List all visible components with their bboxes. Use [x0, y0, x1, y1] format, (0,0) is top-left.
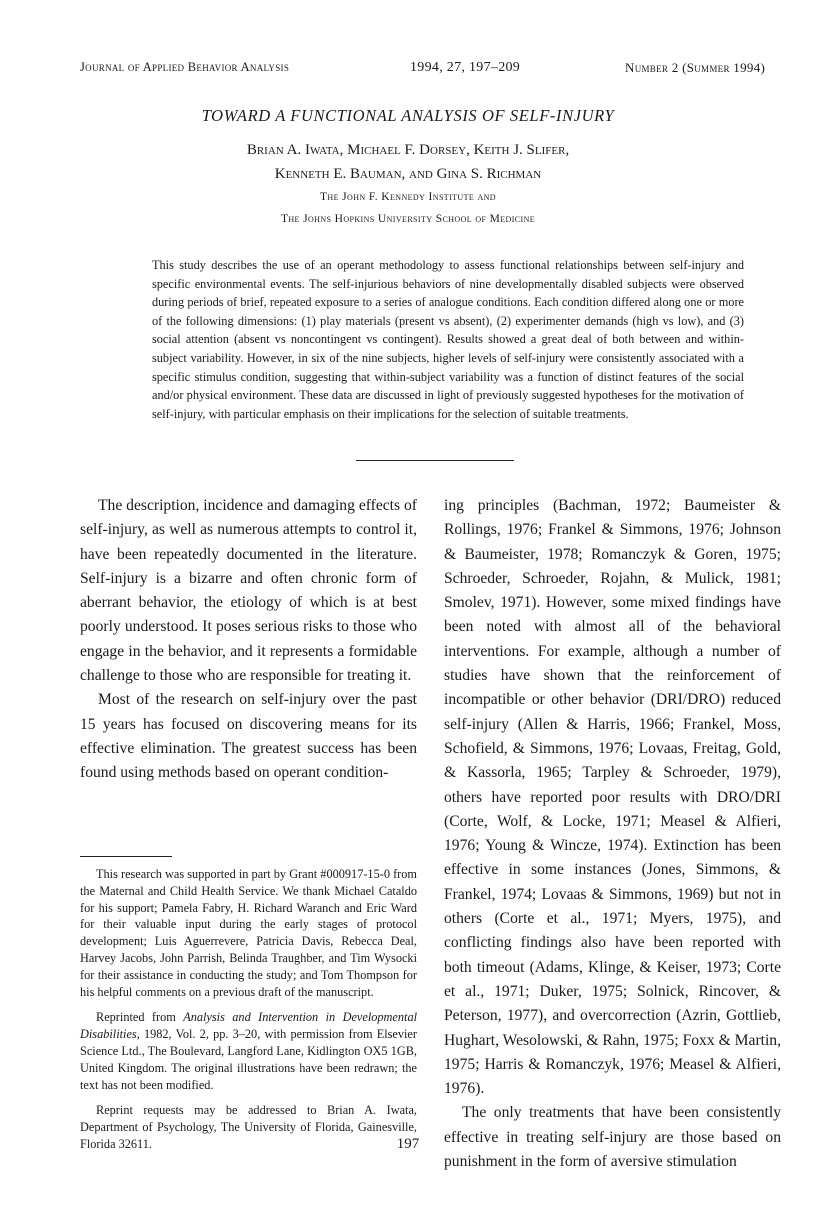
- body-paragraph: Most of the research on self-injury over the past 15 years has focused on discovering means for its effective elimination. The greatest success has been found using methods based on operant condition-: [80, 691, 417, 782]
- running-head-issue: Number 2 (Summer 1994): [625, 60, 766, 75]
- body-paragraph: ing principles (Bachman, 1972; Baumeister & Rollings, 1976; Frankel & Simmons, 1976; Johnson & Baumeister, 1978; Romanczyk & Goren, 1975; Schroeder, Schroeder, Rojahn, & Mulick, 1981; Smolev, 1971). However, some mixed findings have been noted with almost all of the behavioral interventions. For example, although a number of studies have shown that the reinforcement of incompatible or other behavior (DRI/DRO) reduced self-injury (Allen & Harris, 1966; Frankel, Moss, Schofield, & Simmons, 1976; Lovaas, Freitag, Gold, & Kassorla, 1965; Tarpley & Schroeder, 1979), others have reported poor results with DRO/DRI (Corte, Wolf, & Locke, 1971; Measel & Alfieri, 1976; Young & Wincze, 1974). Extinction has been effective in some instances (Jones, Simmons, & Frankel, 1974; Lovaas & Simmons, 1969) but not in others (Corte et al., 1971; Myers, 1975), and conflicting findings also have been reported with both timeout (Adams, Klinge, & Keiser, 1973; Corte et al., 1971; Duker, 1975; Solnick, Rincover, & Peterson, 1977), and overcorrection (Azrin, Gottlieb, Hughart, Wesolowski, & Rahn, 1975; Foxx & Martin, 1975; Harris & Romanczyk, 1976; Measel & Alfieri, 1976).: [444, 497, 781, 1098]
- affiliation-line-1: The John F. Kennedy Institute and: [320, 191, 496, 203]
- body-column-right: [444, 494, 781, 1174]
- abstract: This study describes the use of an operant methodology to assess functional relationships between self-injury and specific environmental events. The self-injurious behaviors of nine developmentally disabled subjects were observed during periods of brief, repeated exposure to a series of analogue conditions. Each condition differed along one or more of the following dimensions: (1) play materials (present vs absent), (2) experimenter demands (high vs low), and (3) social attention (absent vs noncontingent vs contingent). Results showed a great deal of both between and within-subject variability. However, in six of the nine subjects, higher levels of self-injury were consistently associated with a specific stimulus condition, suggesting that within-subject variability was a function of distinct features of the social and/or physical environment. These data are discussed in light of previously suggested hypotheses for the motivation of self-injury, with particular emphasis on their implications for the selection of suitable treatments.: [152, 258, 744, 421]
- footnote-rule: [80, 856, 172, 857]
- footnote-reprint-requests: Reprint requests may be addressed to Brian A. Iwata, Department of Psychology, The University of Florida, Gainesville, Florida 32611.: [80, 1103, 417, 1151]
- footnote-reprint-source: [80, 1009, 417, 1093]
- footnote-funding: This research was supported in part by Grant #000917-15-0 from the Maternal and Child Health Service. We thank Michael Cataldo for his support; Pamela Fabry, H. Richard Waranch and Eric Ward for their valuable input during the early stages of protocol development; Luis Aguerrevere, Patricia Davis, Rebecca Deal, Harvey Jacobs, John Parrish, Belinda Traughber, and Tim Wysocki for their assistance in conducting the study; and Tom Thompson for his helpful comments on a previous draft of the manuscript.: [80, 867, 417, 999]
- author-list: [0, 138, 816, 186]
- page-number: 197: [396, 1136, 420, 1152]
- footnote-reprint-suffix: 1982, Vol. 2, pp. 3–20, with permission from Elsevier Science Ltd., The Boulevard, Langford Lane, Kidlington OX5 1GB, United Kingdom. The original illustrations have been redrawn; the text has not been modified.: [80, 1027, 417, 1092]
- authors-line-2: Kenneth E. Bauman, and Gina S. Richman: [274, 166, 542, 182]
- article-title: TOWARD A FUNCTIONAL ANALYSIS OF SELF-INJURY: [201, 106, 615, 125]
- affiliation: [0, 186, 816, 230]
- body-paragraph: The only treatments that have been consistently effective in treating self-injury are those based on punishment in the form of aversive stimulation: [444, 1104, 781, 1171]
- body-column-left: [80, 494, 417, 786]
- running-head-citation: 1994, 27, 197–209: [410, 60, 521, 75]
- footnotes: [80, 866, 417, 1162]
- body-paragraph: The description, incidence and damaging effects of self-injury, as well as numerous attempts to control it, have been repeatedly documented in the literature. Self-injury is a bizarre and often chronic form of aberrant behavior, the etiology of which is at best poorly understood. It poses serious risks to those who engage in the behavior, and it represents a formidable challenge to those who are responsible for treating it.: [80, 497, 417, 685]
- footnote-reprint-prefix: Reprinted from: [96, 1010, 184, 1025]
- affiliation-line-2: The Johns Hopkins University School of Medicine: [280, 213, 536, 225]
- footnote-source-journal: Analysis and Intervention in Developmental Disabilities,: [80, 1010, 418, 1042]
- running-head-journal: Journal of Applied Behavior Analysis: [80, 60, 290, 74]
- authors-line-1: Brian A. Iwata, Michael F. Dorsey, Keith J. Slifer,: [246, 142, 570, 158]
- section-divider: [356, 460, 514, 461]
